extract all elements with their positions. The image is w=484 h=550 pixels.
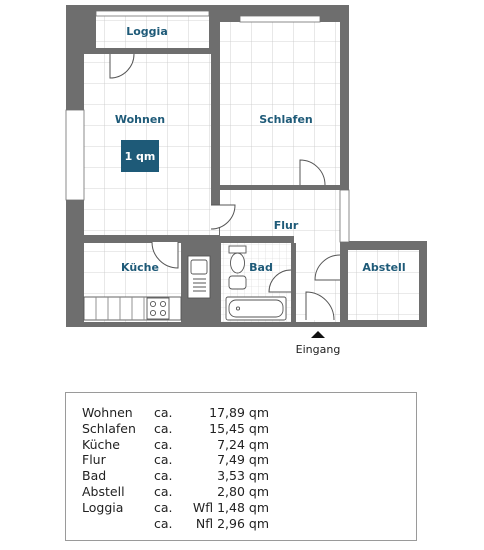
- legend-room-name: Bad: [82, 468, 107, 484]
- legend-area-value: Wfl 1,48 qm: [192, 499, 269, 515]
- legend-row: [82, 484, 269, 500]
- legend-approx: ca.: [154, 452, 173, 468]
- legend-approx: ca.: [154, 420, 173, 436]
- legend-area-value: Nfl 2,96 qm: [195, 515, 269, 531]
- legend-row: [82, 452, 269, 468]
- legend-area-value: 7,49 qm: [217, 452, 269, 468]
- room-label-abstell: Abstell: [362, 261, 406, 274]
- room-label-schlafen: Schlafen: [259, 113, 313, 126]
- wall-bad-top: [214, 236, 294, 243]
- toilet-bowl: [231, 253, 245, 273]
- legend-room-name: Flur: [82, 452, 106, 468]
- stove-burner: [160, 310, 165, 315]
- wall-abstell-left: [340, 250, 348, 320]
- legend-room-name: Schlafen: [82, 420, 136, 436]
- bathtub-drain: [236, 307, 239, 310]
- scale-box-label: 1 qm: [124, 150, 156, 163]
- area-legend: [65, 392, 417, 541]
- legend-room-name: Loggia: [82, 499, 124, 515]
- kitchen-sink: [191, 260, 207, 274]
- legend-approx: ca.: [154, 515, 173, 531]
- legend-approx: ca.: [154, 468, 173, 484]
- legend-row: [82, 516, 269, 532]
- washbasin: [229, 276, 246, 289]
- legend-row: [82, 437, 269, 453]
- room-label-wohnen: Wohnen: [114, 113, 166, 126]
- legend-approx: ca.: [154, 499, 173, 515]
- legend-room-name: Abstell: [82, 483, 125, 499]
- legend-row: [82, 405, 269, 421]
- room-label-flur: Flur: [273, 219, 299, 232]
- legend-room-name: [82, 516, 154, 532]
- legend-area-value: 15,45 qm: [209, 420, 269, 436]
- wall-wohnen-kueche: [84, 235, 181, 243]
- legend-area-value: 7,24 qm: [217, 436, 269, 452]
- legend-room-name: Wohnen: [82, 405, 133, 420]
- stove-burner: [160, 301, 165, 306]
- triangle-up-icon: [311, 331, 325, 338]
- area-legend-body: [82, 405, 269, 531]
- legend-area-value: 17,89 qm: [209, 405, 269, 420]
- stove-burner: [150, 310, 155, 315]
- legend-row: [82, 421, 269, 437]
- area-legend-table: [82, 405, 269, 531]
- room-label-kueche: Küche: [121, 261, 159, 274]
- window-schlafen: [240, 16, 320, 22]
- legend-area-value: 2,80 qm: [217, 483, 269, 499]
- wohnen-floor-ext: [84, 205, 219, 235]
- room-label-bad: Bad: [249, 261, 273, 274]
- legend-approx: ca.: [154, 436, 173, 452]
- legend-area-value: 3,53 qm: [217, 468, 269, 484]
- legend-approx: ca.: [154, 483, 173, 499]
- room-label-loggia: Loggia: [126, 25, 168, 38]
- wall-bad-right: [291, 243, 296, 322]
- schlafen-floor: [220, 22, 340, 185]
- entrance-label: Eingang: [295, 343, 341, 356]
- legend-row: [82, 468, 269, 484]
- window-flur-right: [340, 190, 349, 242]
- stove: [147, 298, 169, 319]
- window-loggia: [96, 11, 209, 16]
- legend-room-name: Küche: [82, 436, 120, 452]
- wall-schlafen-flur: [220, 185, 288, 190]
- toilet-tank: [229, 246, 246, 253]
- stove-burner: [150, 301, 155, 306]
- legend-row: [82, 500, 269, 516]
- legend-approx: ca.: [154, 405, 173, 420]
- wall-wohnen-schlafen: [211, 22, 220, 205]
- window-wohnen: [66, 110, 84, 200]
- wall-bad-left: [214, 243, 221, 322]
